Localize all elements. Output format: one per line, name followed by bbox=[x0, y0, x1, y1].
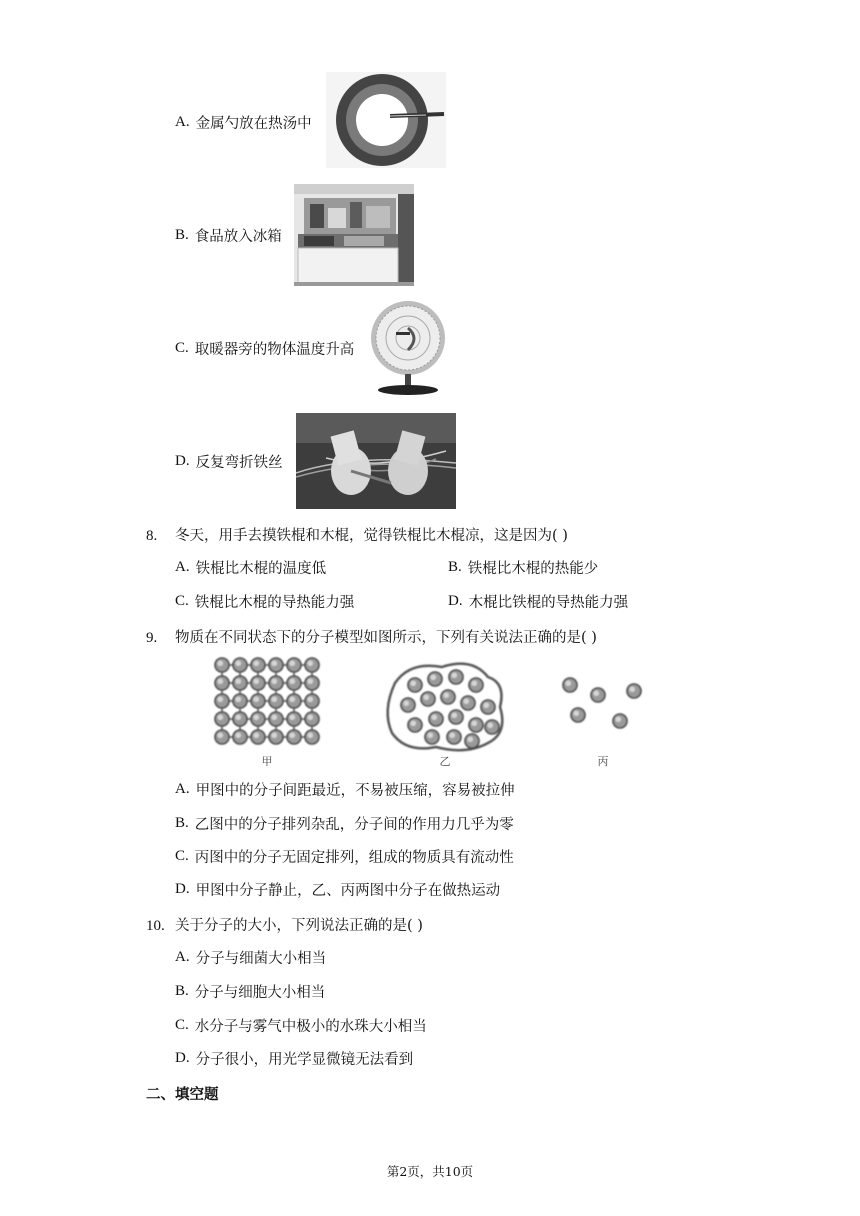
solid-molecule bbox=[287, 712, 301, 726]
option-text: 食品放入冰箱 bbox=[194, 229, 282, 245]
electric-heater-photo bbox=[368, 298, 450, 398]
q7-option-c bbox=[175, 338, 354, 359]
liquid-molecule bbox=[421, 692, 435, 706]
solid-molecule bbox=[215, 730, 229, 744]
q10-option-a bbox=[175, 947, 326, 968]
q10-option-b bbox=[175, 981, 325, 1002]
option-letter: B. bbox=[175, 983, 189, 999]
q10-option-c bbox=[175, 1015, 427, 1036]
q9-option-b bbox=[175, 813, 514, 834]
option-text: 铁棍比木棍的导热能力强 bbox=[194, 595, 355, 611]
option-text: 铁棍比木棍的温度低 bbox=[195, 561, 327, 577]
liquid-molecule bbox=[447, 730, 461, 744]
option-letter: C. bbox=[175, 1017, 189, 1033]
figure-label-yi: 乙 bbox=[439, 755, 451, 768]
solid-molecule bbox=[269, 658, 283, 672]
gas-molecule bbox=[591, 688, 605, 702]
option-letter: D. bbox=[175, 1050, 190, 1066]
q8-option-b bbox=[448, 557, 598, 578]
q9-option-c bbox=[175, 846, 514, 867]
q9-option-a bbox=[175, 779, 515, 800]
option-text: 分子与细胞大小相当 bbox=[194, 985, 326, 1001]
solid-molecule bbox=[287, 676, 301, 690]
molecular-model-figure bbox=[210, 655, 650, 773]
option-letter: B. bbox=[175, 815, 189, 831]
gas-molecule bbox=[571, 708, 585, 722]
question-number: 8. bbox=[146, 528, 158, 544]
question-9 bbox=[146, 626, 597, 647]
solid-molecule bbox=[233, 730, 247, 744]
solid-molecule bbox=[251, 730, 265, 744]
option-letter: D. bbox=[175, 881, 190, 897]
solid-molecule bbox=[233, 658, 247, 672]
solid-molecule bbox=[305, 712, 319, 726]
solid-molecule bbox=[305, 676, 319, 690]
option-text: 甲图中的分子间距最近，不易被压缩，容易被拉伸 bbox=[195, 783, 515, 799]
food-in-refrigerator-photo bbox=[294, 184, 414, 286]
figure-label-jia: 甲 bbox=[261, 755, 273, 768]
liquid-molecule bbox=[465, 734, 479, 748]
option-letter: A. bbox=[175, 559, 190, 575]
figure-label-bing: 丙 bbox=[597, 755, 609, 768]
liquid-molecule bbox=[441, 690, 455, 704]
option-text: 水分子与雾气中极小的水珠大小相当 bbox=[194, 1019, 427, 1035]
liquid-molecule bbox=[408, 718, 422, 732]
option-text: 金属勺放在热汤中 bbox=[195, 116, 312, 132]
liquid-molecule bbox=[469, 718, 483, 732]
option-letter: A. bbox=[175, 114, 190, 130]
q8-option-a bbox=[175, 557, 326, 578]
option-text: 丙图中的分子无固定排列，组成的物质具有流动性 bbox=[194, 850, 514, 866]
option-letter: D. bbox=[175, 453, 190, 469]
solid-lattice-diagram bbox=[215, 658, 319, 744]
solid-molecule bbox=[287, 658, 301, 672]
option-text: 分子与细菌大小相当 bbox=[195, 951, 327, 967]
section-heading: 二、填空题 bbox=[146, 1086, 219, 1103]
solid-molecule bbox=[233, 712, 247, 726]
option-text: 分子很小，用光学显微镜无法看到 bbox=[195, 1052, 414, 1068]
liquid-molecule bbox=[449, 710, 463, 724]
option-letter: A. bbox=[175, 949, 190, 965]
solid-molecule bbox=[287, 730, 301, 744]
liquid-molecule bbox=[461, 696, 475, 710]
solid-molecule bbox=[269, 694, 283, 708]
gas-molecule bbox=[563, 678, 577, 692]
solid-molecule bbox=[269, 712, 283, 726]
bending-iron-wire-photo bbox=[296, 413, 456, 509]
question-text: 关于分子的大小，下列说法正确的是( ) bbox=[175, 918, 423, 934]
q7-option-b bbox=[175, 225, 282, 246]
liquid-molecule bbox=[425, 730, 439, 744]
option-text: 甲图中分子静止，乙、丙两图中分子在做热运动 bbox=[195, 883, 501, 899]
option-letter: D. bbox=[448, 593, 463, 609]
q10-option-d bbox=[175, 1048, 413, 1069]
option-text: 木棍比铁棍的导热能力强 bbox=[468, 595, 629, 611]
q7-option-a bbox=[175, 112, 312, 133]
option-letter: A. bbox=[175, 781, 190, 797]
question-number: 9. bbox=[146, 630, 158, 646]
solid-molecule bbox=[251, 658, 265, 672]
solid-molecule bbox=[251, 712, 265, 726]
liquid-molecule bbox=[469, 678, 483, 692]
page-footer: 第2页，共10页 bbox=[386, 1164, 474, 1179]
solid-molecule bbox=[215, 658, 229, 672]
solid-molecule bbox=[269, 676, 283, 690]
option-text: 铁棍比木棍的热能少 bbox=[467, 561, 599, 577]
liquid-molecule bbox=[408, 678, 422, 692]
solid-molecule bbox=[233, 676, 247, 690]
q7-option-d bbox=[175, 451, 283, 472]
solid-molecule bbox=[269, 730, 283, 744]
q8-option-d bbox=[448, 591, 628, 612]
liquid-molecule bbox=[449, 670, 463, 684]
solid-molecule bbox=[215, 676, 229, 690]
liquid-molecule bbox=[428, 672, 442, 686]
liquid-molecule bbox=[429, 712, 443, 726]
gas-molecule bbox=[613, 714, 627, 728]
option-text: 反复弯折铁丝 bbox=[195, 455, 283, 471]
liquid-molecule bbox=[401, 698, 415, 712]
option-letter: C. bbox=[175, 848, 189, 864]
solid-molecule bbox=[215, 694, 229, 708]
question-text: 物质在不同状态下的分子模型如图所示，下列有关说法正确的是( ) bbox=[175, 630, 597, 646]
option-letter: B. bbox=[175, 227, 189, 243]
q9-option-d bbox=[175, 879, 500, 900]
solid-molecule bbox=[251, 694, 265, 708]
liquid-molecule bbox=[481, 700, 495, 714]
solid-molecule bbox=[287, 694, 301, 708]
question-text: 冬天，用手去摸铁棍和木棍，觉得铁棍比木棍凉，这是因为( ) bbox=[175, 528, 568, 544]
question-number: 10. bbox=[146, 918, 165, 934]
question-8 bbox=[146, 524, 568, 545]
option-letter: B. bbox=[448, 559, 462, 575]
option-letter: C. bbox=[175, 340, 189, 356]
q8-option-c bbox=[175, 591, 354, 612]
solid-molecule bbox=[305, 694, 319, 708]
gas-diagram bbox=[563, 678, 641, 728]
solid-molecule bbox=[305, 658, 319, 672]
solid-molecule bbox=[233, 694, 247, 708]
gas-molecule bbox=[627, 684, 641, 698]
option-letter: C. bbox=[175, 593, 189, 609]
solid-molecule bbox=[215, 712, 229, 726]
option-text: 取暖器旁的物体温度升高 bbox=[194, 342, 355, 358]
liquid-molecule bbox=[485, 720, 499, 734]
liquid-diagram bbox=[388, 664, 503, 751]
metal-spoon-in-hot-soup-photo bbox=[326, 72, 446, 168]
option-text: 乙图中的分子排列杂乱，分子间的作用力几乎为零 bbox=[194, 817, 514, 833]
question-10 bbox=[146, 914, 423, 935]
solid-molecule bbox=[305, 730, 319, 744]
solid-molecule bbox=[251, 676, 265, 690]
